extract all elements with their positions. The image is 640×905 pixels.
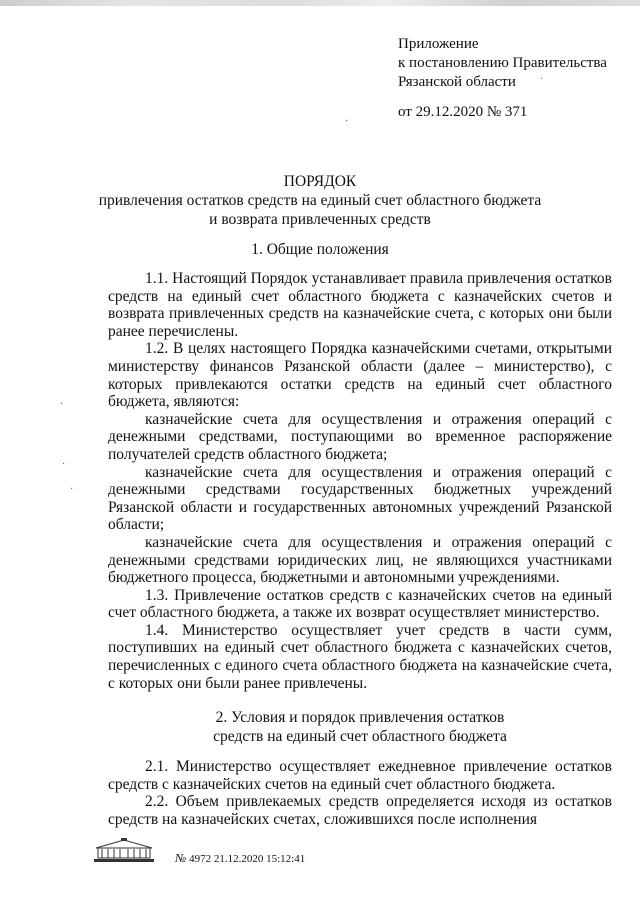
section2-heading-line2: средств на единый счет областного бюджета bbox=[213, 728, 507, 745]
paragraph-2-2: 2.2. Объем привлекаемых средств определяется исходя из остатков средств на казначейских счетах, сложившихся после исполнения bbox=[108, 793, 612, 828]
title-subtitle-line2: и возврата привлеченных средств bbox=[209, 211, 431, 228]
section2-heading bbox=[108, 708, 612, 746]
number-mark: № bbox=[175, 851, 187, 865]
annex-block bbox=[398, 35, 638, 122]
annex-date-number: от 29.12.2020 № 371 bbox=[398, 104, 528, 120]
section2-body bbox=[108, 758, 612, 828]
annex-label: Приложение bbox=[398, 36, 479, 52]
annex-resolution: к постановлению Правительства bbox=[398, 55, 607, 71]
scan-speck: · bbox=[540, 74, 544, 85]
paragraph-1-1: 1.1. Настоящий Порядок устанавливает правила привлечения остатков средств на единый счет областного бюджета с казначейских счетов и возврата привлеченных средств на казначейские счета, с которых они были ранее перечислены. bbox=[108, 270, 612, 340]
scan-speck: · bbox=[62, 459, 66, 470]
paragraph-1-3: 1.3. Привлечение остатков средств с казначейских счетов на единый счет областного бюджета, а также их возврат осуществляет министерство. bbox=[108, 586, 612, 622]
title-subtitle-line1: привлечения остатков средств на единый счет областного бюджета bbox=[98, 192, 542, 209]
paragraph-1-2-item-1: казначейские счета для осуществления и отражения операций с денежными средствами, поступающими во временное распоряжение получателей средств областного бюджета; bbox=[108, 410, 612, 463]
annex-region: Рязанской области bbox=[398, 74, 516, 90]
section2-heading-line1: 2. Условия и порядок привлечения остатков bbox=[215, 709, 505, 726]
paragraph-1-2-item-3: казначейские счета для осуществления и отражения операций с денежными средствами юридических лиц, не являющихся участниками бюджетного процесса, бюджетными и автономными учреждениями. bbox=[108, 533, 612, 587]
government-building-stamp-icon bbox=[92, 838, 156, 864]
registration-stamp bbox=[175, 852, 305, 866]
registration-text: 4972 21.12.2020 15:12:41 bbox=[189, 853, 306, 865]
section1-body bbox=[108, 270, 612, 692]
paragraph-2-1: 2.1. Министерство осуществляет ежедневное привлечение остатков средств с казначейских счетов на единый счет областного бюджета. bbox=[108, 758, 612, 793]
scan-speck: · bbox=[60, 399, 64, 410]
paragraph-1-2: 1.2. В целях настоящего Порядка казначейскими счетами, открытыми министерству финансов Рязанской области (далее – министерство), с которых привлекаются остатки средств на единый счет областного бюджета, являются: bbox=[108, 340, 612, 411]
title-word: ПОРЯДОК bbox=[283, 173, 357, 190]
section1-heading: 1. Общие положения bbox=[251, 241, 389, 258]
document-title bbox=[0, 172, 640, 229]
scan-speck: · bbox=[345, 116, 349, 127]
paragraph-1-4: 1.4. Министерство осуществляет учет средств в части сумм, поступивших на единый счет областного бюджета с казначейских счетов, перечисленных с единого счета областного бюджета на казначейские счета, с которых они были ранее привлечены. bbox=[108, 621, 612, 692]
paragraph-1-2-item-2: казначейские счета для осуществления и отражения операций с денежными средствами государственных бюджетных учреждений Рязанской области и государственных автономных учреждений Рязанской области; bbox=[108, 463, 612, 534]
scan-speck: · bbox=[70, 484, 74, 495]
scan-edge-band bbox=[0, 0, 640, 6]
